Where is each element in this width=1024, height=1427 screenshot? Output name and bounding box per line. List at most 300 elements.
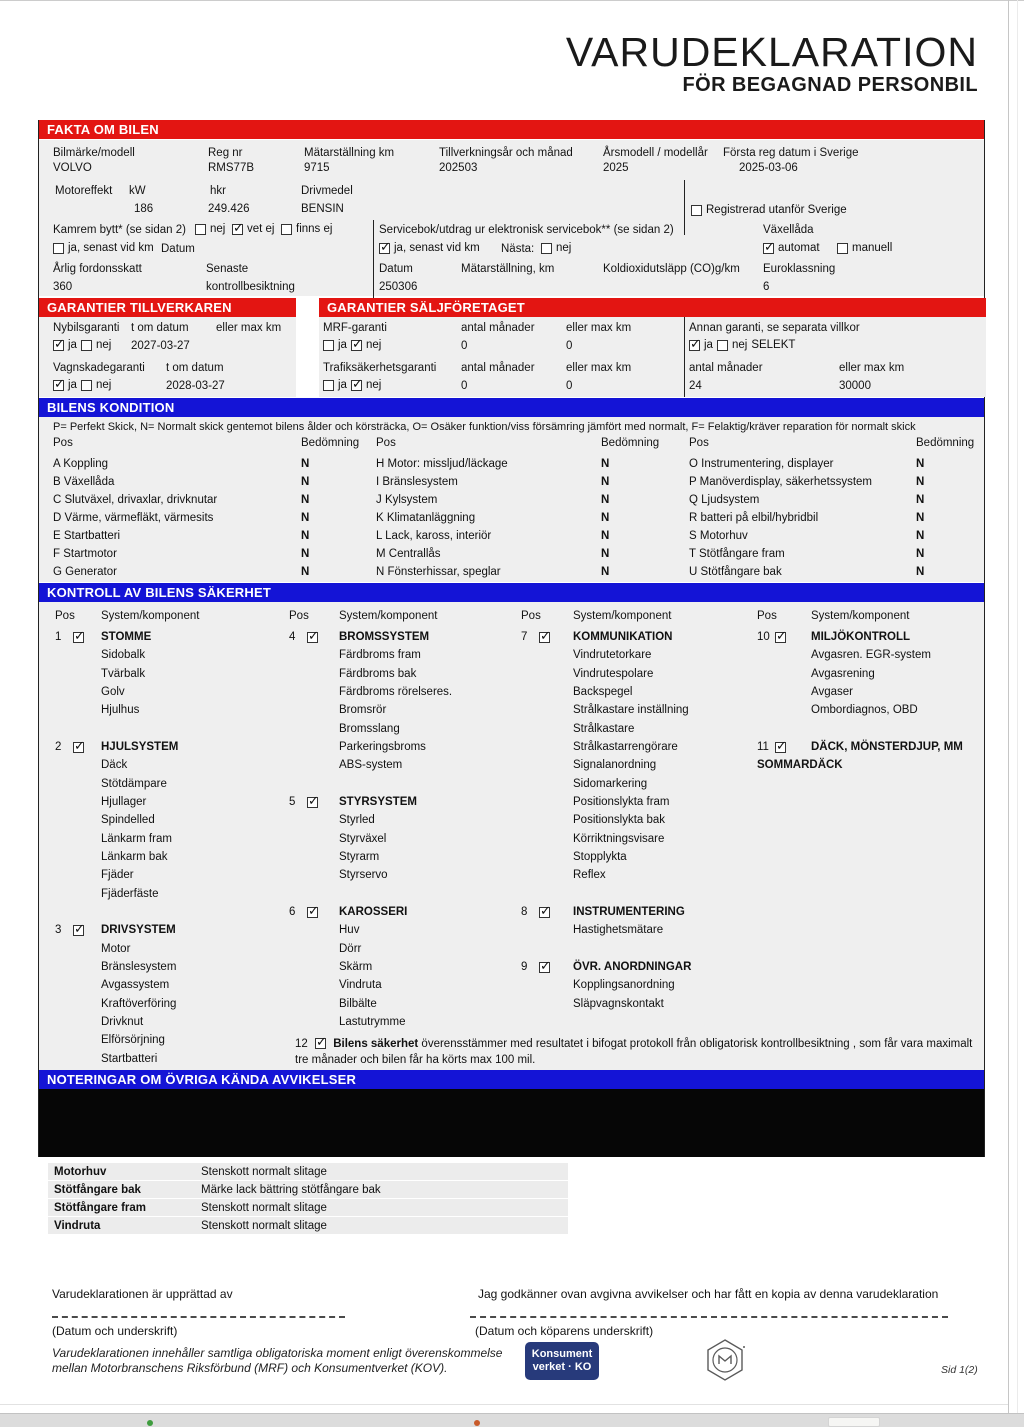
belt-ja-checkbox[interactable] bbox=[53, 243, 64, 254]
safety-group-pos: 1 bbox=[55, 631, 62, 644]
foreign-registered-checkbox[interactable] bbox=[691, 205, 702, 216]
safety-item-label: Golv bbox=[101, 686, 125, 699]
condition-item-grade: N bbox=[301, 494, 310, 506]
safety-row bbox=[521, 903, 691, 921]
label-traffic-months: antal månader bbox=[461, 362, 535, 374]
safety-item-label: Motor bbox=[101, 942, 131, 955]
tire-season-label: SOMMARDÄCK bbox=[757, 759, 843, 771]
safety-comp-header-2: System/komponent bbox=[339, 610, 438, 622]
label-newcar-km: eller max km bbox=[216, 322, 282, 334]
safety-item-label: Ombordiagnos, OBD bbox=[811, 704, 918, 717]
damage-nej-checkbox[interactable] bbox=[81, 380, 92, 391]
condition-item-grade: N bbox=[916, 566, 925, 578]
tire-col-header bbox=[766, 781, 801, 800]
item12-text: överensstämmer med resultatet i bifogat protokoll från obligatorisk kontrollbesiktning , som får vara maximalt tre månader och bilen får ha körts max 100 mil. bbox=[295, 1038, 973, 1066]
safety-pos-header-1: Pos bbox=[55, 610, 75, 622]
safety-group-checkbox[interactable] bbox=[307, 632, 318, 643]
condition-item-grade: N bbox=[916, 512, 925, 524]
condition-item-label: U Stötfångare bak bbox=[689, 566, 782, 578]
item12-pos: 12 bbox=[295, 1038, 308, 1050]
safety-row bbox=[289, 976, 452, 994]
safety-row bbox=[521, 866, 691, 884]
tire-tread-value bbox=[876, 800, 906, 819]
label-servicebook-nej: nej bbox=[556, 242, 572, 254]
label-servicebook-ja: ja, senast vid km bbox=[394, 242, 480, 254]
safety-group-pos: 7 bbox=[521, 631, 528, 644]
safety-column-4 bbox=[757, 628, 931, 720]
safety-row bbox=[55, 866, 178, 884]
safety-item-label: Reflex bbox=[573, 869, 606, 882]
safety-row bbox=[289, 775, 452, 793]
safety-item-label: Sidobalk bbox=[101, 649, 146, 662]
condition-row bbox=[53, 563, 309, 581]
item12-checkbox[interactable] bbox=[315, 1038, 326, 1049]
condition-item-label: C Slutväxel, drivaxlar, drivknutar bbox=[53, 494, 218, 506]
safety-row bbox=[55, 720, 178, 738]
safety-row bbox=[757, 665, 931, 683]
safety-row bbox=[55, 793, 178, 811]
condition-item-label: D Värme, värmefläkt, värmesits bbox=[53, 512, 214, 524]
warranty-manufacturer-body bbox=[39, 317, 296, 397]
safety-group-checkbox[interactable] bbox=[539, 907, 550, 918]
safety-group-checkbox[interactable] bbox=[307, 797, 318, 808]
label-gearbox-manual: manuell bbox=[852, 242, 893, 254]
safety-item-label: Vindrutetorkare bbox=[573, 649, 652, 662]
safety-group-pos: 2 bbox=[55, 741, 62, 754]
buyer-signature-caption: (Datum och köparens underskrift) bbox=[475, 1324, 654, 1338]
value-odometer: 9715 bbox=[304, 162, 330, 174]
tire-tread-value bbox=[906, 800, 956, 819]
label-co2: Koldioxidutsläpp (CO)g/km bbox=[603, 263, 740, 275]
condition-item-label: N Fönsterhissar, speglar bbox=[376, 566, 501, 578]
safety-row bbox=[289, 701, 452, 719]
label-tax: Årlig fordonsskatt bbox=[53, 263, 142, 275]
value-production: 202503 bbox=[439, 162, 478, 174]
belt-vetej-checkbox[interactable] bbox=[232, 224, 243, 235]
value-regnr: RMS77B bbox=[208, 162, 255, 174]
note-row bbox=[48, 1163, 568, 1180]
safety-row bbox=[55, 1013, 178, 1031]
page-subtitle: FÖR BEGAGNAD PERSONBIL bbox=[682, 74, 978, 96]
safety-group-checkbox[interactable] bbox=[73, 632, 84, 643]
newcar-ja-nej-row bbox=[53, 339, 111, 352]
safety-group-checkbox[interactable] bbox=[73, 742, 84, 753]
condition-pos-header-3: Pos bbox=[689, 437, 709, 449]
safety-group-checkbox[interactable] bbox=[539, 962, 550, 973]
label-servicebook-nasta: Nästa: bbox=[501, 243, 535, 255]
safety-row bbox=[55, 701, 178, 719]
safety-group-title: STYRSYSTEM bbox=[339, 796, 417, 809]
safety-item-label: Bromsslang bbox=[339, 722, 400, 735]
value-tax: 360 bbox=[53, 281, 73, 293]
prepared-by-label: Varudeklarationen är upprättad av bbox=[52, 1287, 233, 1301]
note-text: Stenskott normalt slitage bbox=[201, 1219, 327, 1232]
condition-item-grade: N bbox=[601, 476, 610, 488]
safety-group-checkbox[interactable] bbox=[775, 632, 786, 643]
safety-row bbox=[521, 811, 691, 829]
safety-row bbox=[289, 738, 452, 756]
condition-row bbox=[376, 473, 609, 491]
value-damage-date: 2028-03-27 bbox=[166, 380, 225, 392]
label-regnr: Reg nr bbox=[208, 147, 243, 159]
safety-group-pos: 6 bbox=[289, 906, 296, 919]
safety-row bbox=[55, 665, 178, 683]
value-mrf-months: 0 bbox=[461, 340, 468, 352]
label-nej: nej bbox=[365, 339, 382, 351]
tire-col-header bbox=[841, 781, 876, 800]
approve-text: Jag godkänner ovan avgivna avvikelser och har fått en kopia av denna varudeklaration bbox=[478, 1287, 939, 1301]
value-mrf-km: 0 bbox=[566, 340, 573, 352]
servicebook-nej-row bbox=[541, 242, 571, 255]
condition-item-label: L Lack, kaross, interiör bbox=[376, 530, 492, 542]
tire-group-checkbox[interactable] bbox=[775, 742, 786, 753]
safety-row bbox=[757, 628, 931, 646]
label-kw: kW bbox=[129, 185, 146, 197]
safety-row bbox=[521, 921, 691, 939]
traffic-ja-nej-row bbox=[323, 379, 381, 392]
value-date: 250306 bbox=[379, 281, 418, 293]
label-other-km: eller max km bbox=[839, 362, 905, 374]
safety-item-label: Sidomarkering bbox=[573, 777, 648, 790]
safety-row bbox=[289, 885, 452, 903]
label-damage-date: t om datum bbox=[166, 362, 224, 374]
safety-item-label: Positionslykta fram bbox=[573, 796, 670, 809]
safety-row bbox=[289, 683, 452, 701]
notes-blackout-area bbox=[39, 1089, 984, 1157]
foreign-registered-row bbox=[691, 204, 847, 217]
form-frame bbox=[38, 120, 985, 1157]
condition-item-label: T Stötfångare fram bbox=[689, 548, 785, 560]
newcar-ja-checkbox[interactable] bbox=[53, 340, 64, 351]
value-first-reg: 2025-03-06 bbox=[739, 162, 798, 174]
label-power: Motoreffekt bbox=[55, 185, 113, 197]
safety-row bbox=[55, 628, 178, 646]
safety-item-label: Kraftöverföring bbox=[101, 997, 177, 1010]
safety-row bbox=[55, 885, 178, 903]
safety-group-checkbox[interactable] bbox=[539, 632, 550, 643]
servicebook-ja-checkbox[interactable] bbox=[379, 243, 390, 254]
safety-row bbox=[521, 848, 691, 866]
safety-group-title: DRIVSYSTEM bbox=[101, 924, 176, 937]
label-newcar: Nybilsgaranti bbox=[53, 322, 120, 334]
belt-nej-checkbox[interactable] bbox=[195, 224, 206, 235]
safety-item-label: Tvärbalk bbox=[101, 667, 146, 680]
safety-row bbox=[289, 793, 452, 811]
label-other-months: antal månader bbox=[689, 362, 763, 374]
ko-logo-line2: verket · KO bbox=[532, 1361, 592, 1373]
safety-row bbox=[55, 958, 178, 976]
safety-row bbox=[521, 628, 691, 646]
label-newcar-date: t om datum bbox=[131, 322, 189, 334]
condition-row bbox=[53, 509, 309, 527]
condition-item-label: M Centrallås bbox=[376, 548, 441, 560]
condition-item-label: Q Ljudsystem bbox=[689, 494, 760, 506]
safety-item-label: Drivknut bbox=[101, 1016, 144, 1029]
safety-row bbox=[521, 665, 691, 683]
taskbar-green-dot-icon bbox=[147, 1420, 153, 1426]
safety-group-pos: 9 bbox=[521, 961, 528, 974]
safety-item-label: ABS-system bbox=[339, 759, 403, 772]
servicebook-ja-row bbox=[379, 242, 480, 255]
notes-list bbox=[48, 1163, 568, 1235]
safety-row bbox=[55, 646, 178, 664]
safety-row bbox=[289, 665, 452, 683]
warranty-seller-header bbox=[319, 298, 986, 317]
safety-row bbox=[521, 830, 691, 848]
label-belt-finnsej: finns ej bbox=[296, 223, 333, 235]
label-servicebook: Servicebok/utdrag ur elektronisk servicebok** (se sidan 2) bbox=[379, 224, 674, 236]
safety-pos-header-2: Pos bbox=[289, 610, 309, 622]
safety-group-checkbox[interactable] bbox=[73, 925, 84, 936]
condition-pos-header-2: Pos bbox=[376, 437, 396, 449]
safety-pos-header-4: Pos bbox=[757, 610, 777, 622]
label-modelyear: Årsmodell / modellår bbox=[603, 147, 708, 159]
safety-item-label: Kopplingsanordning bbox=[573, 979, 675, 992]
safety-item-label: Avgassystem bbox=[101, 979, 170, 992]
warranty-seller-divider bbox=[684, 317, 685, 397]
condition-item-label: B Växellåda bbox=[53, 476, 115, 488]
condition-item-grade: N bbox=[301, 512, 310, 524]
safety-row bbox=[55, 683, 178, 701]
condition-item-label: F Startmotor bbox=[53, 548, 117, 560]
damage-ja-checkbox[interactable] bbox=[53, 380, 64, 391]
safety-row bbox=[55, 775, 178, 793]
label-nej: nej bbox=[95, 339, 112, 351]
condition-pos-header-1: Pos bbox=[53, 437, 73, 449]
mrf-emblem-icon bbox=[702, 1337, 748, 1383]
value-traffic-months: 0 bbox=[461, 380, 468, 392]
label-date: Datum bbox=[379, 263, 413, 275]
note-row bbox=[48, 1181, 568, 1198]
note-row bbox=[48, 1217, 568, 1234]
condition-row bbox=[53, 527, 309, 545]
condition-row bbox=[689, 527, 924, 545]
tire-group-pos: 11 bbox=[757, 741, 769, 754]
safety-row bbox=[55, 995, 178, 1013]
label-production: Tillverkningsår och månad bbox=[439, 147, 573, 159]
condition-item-grade: N bbox=[301, 476, 310, 488]
seller-signature-caption: (Datum och underskrift) bbox=[52, 1324, 178, 1338]
label-nej: nej bbox=[365, 379, 382, 391]
taskbar-button[interactable] bbox=[828, 1417, 880, 1427]
safety-item-label: Signalanordning bbox=[573, 759, 657, 772]
mrf-nej-checkbox[interactable] bbox=[351, 340, 362, 351]
safety-column-1 bbox=[55, 628, 178, 1068]
condition-item-grade: N bbox=[301, 530, 310, 542]
label-gearbox-auto: automat bbox=[778, 242, 820, 254]
safety-row bbox=[55, 756, 178, 774]
safety-row bbox=[55, 830, 178, 848]
safety-item-label: Strålkastarrengörare bbox=[573, 741, 678, 754]
safety-row bbox=[289, 811, 452, 829]
condition-item-grade: N bbox=[916, 476, 925, 488]
safety-row bbox=[55, 811, 178, 829]
mrf-ja-nej-row bbox=[323, 339, 381, 352]
safety-group-title: BROMSSYSTEM bbox=[339, 631, 430, 644]
tire-col-header bbox=[906, 781, 956, 800]
condition-item-grade: N bbox=[301, 458, 310, 470]
safety-item-label: Styrled bbox=[339, 814, 375, 827]
safety-row bbox=[757, 683, 931, 701]
safety-item-label: Bromsrör bbox=[339, 704, 387, 717]
tire-col-header bbox=[876, 781, 906, 800]
safety-row bbox=[289, 756, 452, 774]
ko-logo-line1: Konsument bbox=[531, 1348, 593, 1360]
note-text: Stenskott normalt slitage bbox=[201, 1201, 327, 1214]
condition-column-1 bbox=[53, 455, 309, 581]
condition-row bbox=[689, 545, 924, 563]
condition-grade-header-1: Bedömning bbox=[301, 437, 360, 449]
taskbar bbox=[0, 1413, 1024, 1427]
safety-row bbox=[289, 720, 452, 738]
condition-row bbox=[53, 455, 309, 473]
safety-item-label: Länkarm bak bbox=[101, 851, 168, 864]
value-euro: 6 bbox=[763, 281, 770, 293]
warranty-seller-title: GARANTIER SÄLJFÖRETAGET bbox=[327, 300, 525, 315]
safety-group-title: INSTRUMENTERING bbox=[573, 906, 685, 919]
safety-row bbox=[521, 940, 691, 958]
gearbox-auto-checkbox[interactable] bbox=[763, 243, 774, 254]
belt-vetej-row bbox=[232, 223, 275, 236]
condition-item-label: H Motor: missljud/läckage bbox=[376, 458, 508, 470]
notes-section-title: NOTERINGAR OM ÖVRIGA KÄNDA AVVIKELSER bbox=[47, 1072, 357, 1087]
taskbar-orange-dot-icon bbox=[474, 1420, 480, 1426]
page-title: VARUDEKLARATION bbox=[565, 29, 978, 75]
safety-row bbox=[289, 848, 452, 866]
safety-row bbox=[55, 1050, 178, 1068]
page-right-edge bbox=[1008, 0, 1009, 1413]
condition-item-grade: N bbox=[601, 530, 610, 542]
buyer-signature-line[interactable] bbox=[470, 1312, 948, 1318]
note-part: Motorhuv bbox=[54, 1165, 107, 1178]
safety-item-12 bbox=[295, 1037, 983, 1068]
condition-item-label: R batteri på elbil/hybridbil bbox=[689, 512, 819, 524]
tire-tread-table bbox=[766, 781, 956, 819]
traffic-nej-checkbox[interactable] bbox=[351, 380, 362, 391]
safety-item-label: Fjäderfäste bbox=[101, 887, 159, 900]
safety-row bbox=[289, 940, 452, 958]
tire-value-row bbox=[766, 800, 956, 819]
condition-item-label: J Kylsystem bbox=[376, 494, 438, 506]
window-top-edge bbox=[0, 0, 1024, 1]
gearbox-manual-checkbox[interactable] bbox=[837, 243, 848, 254]
label-damage: Vagnskadegaranti bbox=[53, 362, 145, 374]
label-ja: ja bbox=[338, 379, 347, 391]
condition-item-grade: N bbox=[301, 548, 310, 560]
condition-row bbox=[376, 491, 609, 509]
label-nej: nej bbox=[731, 339, 748, 351]
facts-section-title: FAKTA OM BILEN bbox=[47, 122, 159, 137]
safety-item-label: Stötdämpare bbox=[101, 777, 167, 790]
condition-item-grade: N bbox=[601, 548, 610, 560]
label-odometer: Mätarställning km bbox=[304, 147, 395, 159]
condition-column-2 bbox=[376, 455, 609, 581]
safety-item-label: Släpvagnskontakt bbox=[573, 997, 664, 1010]
value-newcar-date: 2027-03-27 bbox=[131, 340, 190, 352]
safety-group-title: ÖVR. ANORDNINGAR bbox=[573, 961, 692, 974]
condition-row bbox=[689, 509, 924, 527]
label-belt-datum: Datum bbox=[161, 243, 195, 255]
condition-item-label: E Startbatteri bbox=[53, 530, 121, 542]
safety-row bbox=[289, 995, 452, 1013]
condition-item-label: P Manöverdisplay, säkerhetssystem bbox=[689, 476, 873, 488]
viewer-right-edge bbox=[1017, 0, 1018, 1413]
condition-grade-header-3: Bedömning bbox=[916, 437, 975, 449]
safety-item-label: Parkeringsbroms bbox=[339, 741, 426, 754]
label-fuel: Drivmedel bbox=[301, 185, 353, 197]
seller-signature-line[interactable] bbox=[52, 1312, 345, 1318]
label-belt-vetej: vet ej bbox=[247, 223, 275, 235]
condition-legend: P= Perfekt Skick, N= Normalt skick gentemot bilens ålder och körsträcka, O= Osäker funktion/viss försämring jämfört med normalt, F= Felaktig/kräver reparation för normalt skick bbox=[53, 421, 916, 433]
safety-group-pos: 4 bbox=[289, 631, 296, 644]
safety-row bbox=[521, 738, 691, 756]
safety-group-title: KOMMUNIKATION bbox=[573, 631, 673, 644]
safety-item-label: Huv bbox=[339, 924, 360, 937]
label-ja: ja bbox=[68, 379, 77, 391]
mrf-ja-checkbox[interactable] bbox=[323, 340, 334, 351]
safety-column-2 bbox=[289, 628, 452, 1031]
safety-item-label: Startbatteri bbox=[101, 1052, 158, 1065]
warranty-manufacturer-title: GARANTIER TILLVERKAREN bbox=[47, 300, 232, 315]
condition-item-grade: N bbox=[601, 458, 610, 470]
safety-item-label: Avgasrening bbox=[811, 667, 875, 680]
traffic-ja-checkbox[interactable] bbox=[323, 380, 334, 391]
condition-column-3 bbox=[689, 455, 924, 581]
belt-finnsej-checkbox[interactable] bbox=[281, 224, 292, 235]
belt-ja-row bbox=[53, 242, 154, 255]
other-warranty-ja-nej-row bbox=[689, 339, 795, 352]
warranty-manufacturer-header bbox=[39, 298, 296, 317]
safety-row bbox=[289, 1013, 452, 1031]
safety-item-label: Däck bbox=[101, 759, 128, 772]
condition-row bbox=[689, 563, 924, 581]
safety-pos-header-3: Pos bbox=[521, 610, 541, 622]
note-text: Märke lack bättring stötfångare bak bbox=[201, 1183, 381, 1196]
safety-group-title: STOMME bbox=[101, 631, 152, 644]
label-last-inspection-1: Senaste bbox=[206, 263, 249, 275]
condition-row bbox=[53, 491, 309, 509]
tire-col-header bbox=[801, 781, 841, 800]
safety-item-label: Spindelled bbox=[101, 814, 155, 827]
konsumentverket-logo bbox=[525, 1342, 599, 1380]
safety-row bbox=[521, 756, 691, 774]
condition-row bbox=[376, 509, 609, 527]
safety-item-label: Strålkastare inställning bbox=[573, 704, 689, 717]
safety-comp-header-3: System/komponent bbox=[573, 610, 672, 622]
condition-item-grade: N bbox=[601, 494, 610, 506]
facts-divider-1 bbox=[684, 180, 685, 235]
label-mrf-km: eller max km bbox=[566, 322, 632, 334]
other-nej-checkbox[interactable] bbox=[717, 340, 728, 351]
condition-item-grade: N bbox=[916, 458, 925, 470]
safety-body bbox=[39, 602, 984, 1070]
safety-item-label: Hastighetsmätare bbox=[573, 924, 664, 937]
value-other-warranty-name: SELEKT bbox=[751, 339, 796, 351]
safety-group-title: KAROSSERI bbox=[339, 906, 408, 919]
condition-row bbox=[689, 491, 924, 509]
safety-item-label: Positionslykta bak bbox=[573, 814, 666, 827]
other-ja-checkbox[interactable] bbox=[689, 340, 700, 351]
servicebook-nej-checkbox[interactable] bbox=[541, 243, 552, 254]
safety-row bbox=[289, 830, 452, 848]
label-euro: Euroklassning bbox=[763, 263, 836, 275]
condition-item-grade: N bbox=[916, 548, 925, 560]
safety-section-title: KONTROLL AV BILENS SÄKERHET bbox=[47, 585, 272, 600]
safety-row bbox=[55, 921, 178, 939]
newcar-nej-checkbox[interactable] bbox=[81, 340, 92, 351]
condition-item-grade: N bbox=[916, 530, 925, 542]
safety-group-checkbox[interactable] bbox=[307, 907, 318, 918]
